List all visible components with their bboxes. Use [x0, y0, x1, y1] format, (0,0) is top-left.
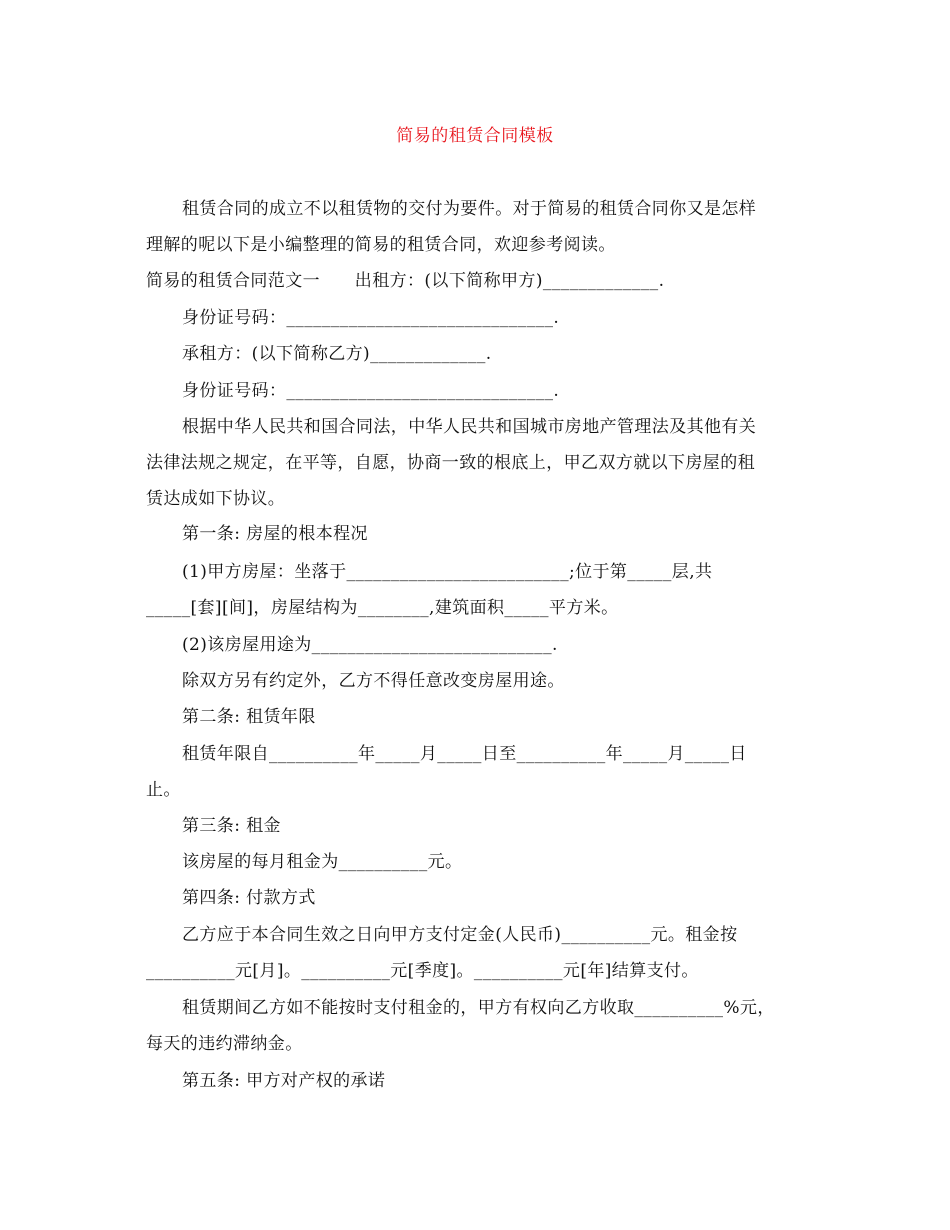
paragraph-line: 根据中华人民共和国合同法，中华人民共和国城市房地产管理法及其他有关	[182, 417, 757, 437]
paragraph-line: _____[套][间]，房屋结构为________,建筑面积_____平方米。	[146, 598, 619, 618]
paragraph-line: (2)该房屋用途为___________________________.	[182, 635, 558, 655]
paragraph-line: 赁达成如下协议。	[146, 489, 286, 509]
paragraph-line: (1)甲方房屋：坐落于_________________________;位于第_____层,共	[182, 562, 713, 582]
paragraph-line: 每天的违约滞纳金。	[146, 1034, 303, 1054]
paragraph-line: 理解的呢以下是小编整理的简易的租赁合同，欢迎参考阅读。	[146, 235, 616, 255]
paragraph-line: 简易的租赁合同范文一 出租方：(以下简称甲方)_____________.	[146, 271, 665, 291]
paragraph-line: __________元[月]。__________元[季度]。__________元[年]结算支付。	[146, 961, 699, 981]
section-heading: 第一条: 房屋的根本程况	[182, 524, 368, 544]
section-heading: 第二条: 租赁年限	[182, 707, 316, 727]
document-title: 简易的租赁合同模板	[396, 126, 554, 146]
paragraph-line: 法律法规之规定，在平等，自愿，协商一致的根底上，甲乙双方就以下房屋的租	[146, 453, 755, 473]
paragraph-line: 止。	[146, 780, 181, 800]
paragraph-line: 除双方另有约定外，乙方不得任意改变房屋用途。	[182, 671, 565, 691]
paragraph-line: 租赁期间乙方如不能按时支付租金的，甲方有权向乙方收取__________%元，	[182, 998, 775, 1018]
paragraph-line: 该房屋的每月租金为__________元。	[182, 852, 463, 872]
paragraph-line: 租赁合同的成立不以租赁物的交付为要件。对于简易的租赁合同你又是怎样	[182, 199, 757, 219]
section-heading: 第四条: 付款方式	[182, 888, 316, 908]
paragraph-line: 乙方应于本合同生效之日向甲方支付定金(人民币)__________元。租金按	[182, 925, 738, 945]
section-heading: 第五条: 甲方对产权的承诺	[182, 1071, 386, 1091]
section-heading: 第三条: 租金	[182, 816, 281, 836]
paragraph-line: 身份证号码：______________________________.	[182, 308, 560, 328]
paragraph-line: 租赁年限自__________年_____月_____日至__________年_____月_____日	[182, 744, 747, 764]
paragraph-line: 身份证号码：______________________________.	[182, 381, 560, 401]
paragraph-line: 承租方：(以下简称乙方)_____________.	[182, 344, 492, 364]
